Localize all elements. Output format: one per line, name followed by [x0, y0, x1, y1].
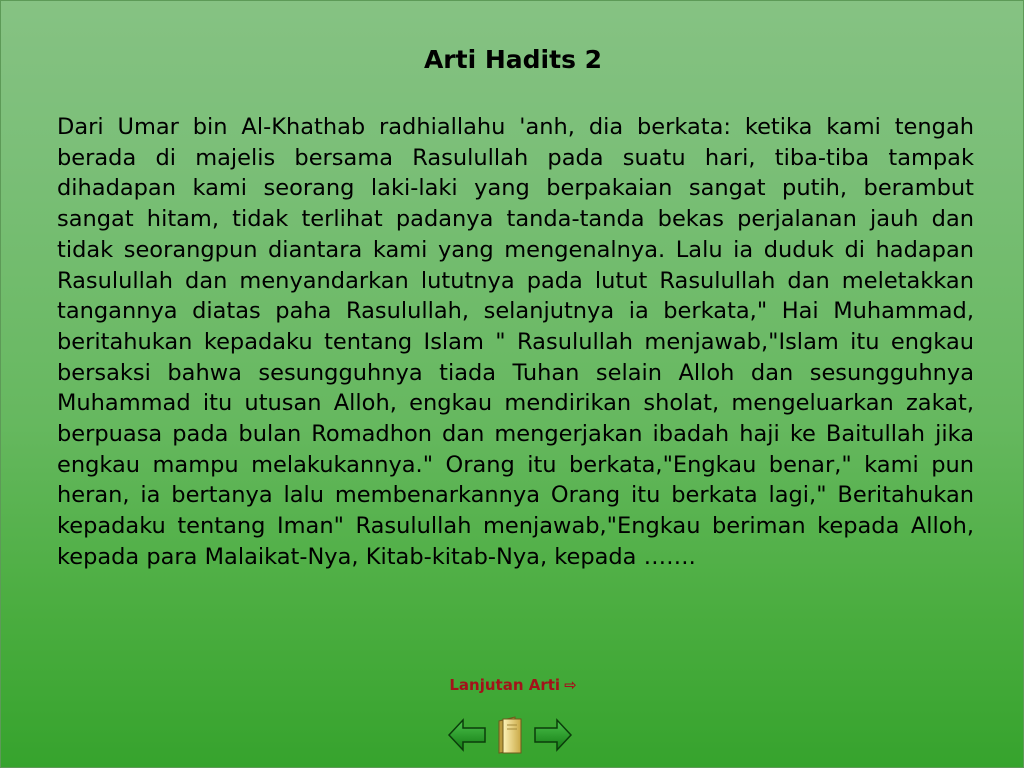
right-arrow-icon: ⇨ [564, 676, 577, 694]
hadith-text: Dari Umar bin Al-Khathab radhiallahu 'anh, dia berkata: ketika kami tengah berada di majelis bersama Rasulullah pada suatu hari, tiba-tiba tampak dihadapan kami seorang laki-laki yang berpakaian sangat putih, berambut sangat hitam, tidak terlihat padanya tanda-tanda bekas perjalanan jauh dan tidak seorangpun diantara kami yang mengenalnya. Lalu ia duduk di hadapan Rasulullah dan menyandarkan lututnya pada lutut Rasulullah dan meletakkan tangannya diatas paha Rasulullah, selanjutnya ia berkata," Hai Muhammad, beritahukan kepadaku tentang Islam " Rasulullah menjawab,"Islam itu engkau bersaksi bahwa sesungguhnya tiada Tuhan selain Alloh dan sesungguhnya Muhammad itu utusan Alloh, engkau mendirikan sholat, mengeluarkan zakat, berpuasa pada bulan Romadhon dan mengerjakan ibadah haji ke Baitullah jika engkau mampu melakukannya." Orang itu berkata,"Engkau benar," kami pun heran, ia bertanya lalu membenarkannya Orang itu berkata lagi," Beritahukan kepadaku tentang Iman" Rasulullah menjawab,"Engkau beriman kepada Alloh, kepada para Malaikat-Nya, Kitab-kitab-Nya, kepada ……. [57, 114, 974, 570]
next-slide-button[interactable] [533, 715, 573, 755]
next-meaning-label: Lanjutan Arti [449, 676, 561, 694]
slide-title: Arti Hadits 2 [423, 45, 603, 74]
folder-icon [495, 715, 525, 755]
next-meaning-link[interactable] [1, 676, 1024, 694]
left-arrow-icon [447, 715, 487, 755]
navigation-bar [447, 715, 575, 755]
previous-slide-button[interactable] [447, 715, 487, 755]
right-arrow-icon [533, 715, 573, 755]
home-button[interactable] [495, 715, 525, 755]
